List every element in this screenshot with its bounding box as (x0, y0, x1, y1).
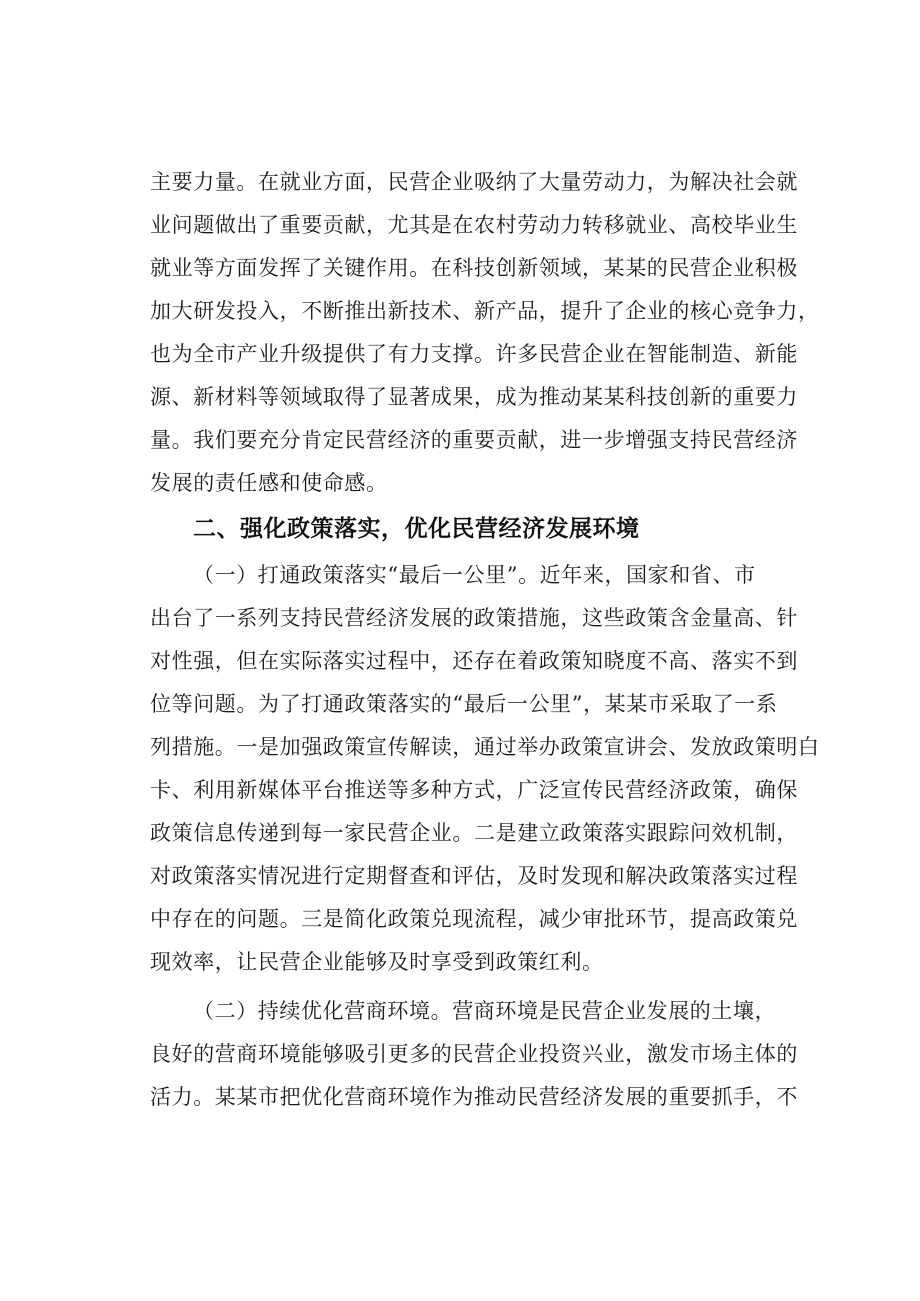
section-heading: 二、强化政策落实，优化民营经济发展环境 (193, 516, 640, 542)
paragraph-line: 量。我们要充分肯定民营经济的重要贡献，进一步增强支持民营经济 (150, 428, 798, 452)
paragraph-line: 对政策落实情况进行定期督查和评估，及时发现和解决政策落实过程 (150, 864, 798, 888)
paragraph-line: 现效率，让民营企业能够及时享受到政策红利。 (150, 950, 604, 974)
paragraph-line: 也为全市产业升级提供了有力支撑。许多民营企业在智能制造、新能 (150, 342, 798, 366)
paragraph-line: 出台了一系列支持民营经济发展的政策措施，这些政策含金量高、针 (150, 606, 798, 630)
paragraph-line: 主要力量。在就业方面，民营企业吸纳了大量劳动力，为解决社会就 (150, 170, 798, 194)
paragraph-line: 卡、利用新媒体平台推送等多种方式，广泛宣传民营经济政策，确保 (150, 778, 798, 802)
paragraph-line: 就业等方面发挥了关键作用。在科技创新领域，某某的民营企业积极 (150, 256, 798, 280)
paragraph-line: （二）持续优化营商环境。营商环境是民营企业发展的土壤， (193, 999, 777, 1023)
paragraph-line: （一）打通政策落实“最后一公里”。近年来，国家和省、市 (193, 563, 756, 587)
paragraph-line: 中存在的问题。三是简化政策兑现流程，减少审批环节，提高政策兑 (150, 907, 798, 931)
paragraph-line: 加大研发投入，不断推出新技术、新产品，提升了企业的核心竞争力， (150, 299, 820, 323)
paragraph-line: 位等问题。为了打通政策落实的“最后一公里”，某某市采取了一系 (150, 692, 778, 716)
paragraph-line: 发展的责任感和使命感。 (150, 471, 388, 495)
paragraph-line: 良好的营商环境能够吸引更多的民营企业投资兴业，激发市场主体的 (150, 1042, 798, 1066)
paragraph-line: 业问题做出了重要贡献，尤其是在农村劳动力转移就业、高校毕业生 (150, 213, 798, 237)
paragraph-line: 源、新材料等领域取得了显著成果，成为推动某某科技创新的重要力 (150, 385, 798, 409)
paragraph-line: 活力。某某市把优化营商环境作为推动民营经济发展的重要抓手，不 (150, 1085, 798, 1109)
paragraph-line: 政策信息传递到每一家民营企业。二是建立政策落实跟踪问效机制， (150, 821, 798, 845)
paragraph-line: 列措施。一是加强政策宣传解读，通过举办政策宣讲会、发放政策明白 (150, 735, 820, 759)
paragraph-line: 对性强，但在实际落实过程中，还存在着政策知晓度不高、落实不到 (150, 649, 798, 673)
